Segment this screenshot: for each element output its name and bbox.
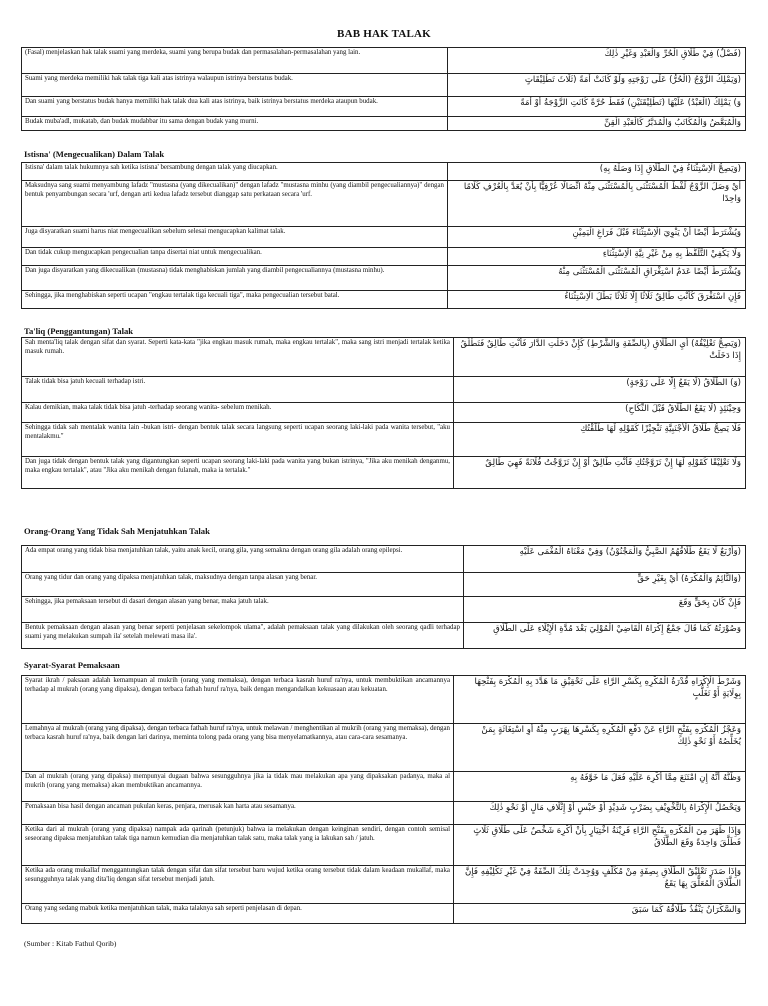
arabic-text: وَلَا تَعْلِيْقًا كَقَوْلِهِ لَهَا إِنْ تَزَوَّجْتُكِ فَأَنْتِ طَالِقٌ أَوْ إِنْ تَزَوَّجْتُ فُلَانَةً فَهِيَ طَالِقٌ (454, 457, 746, 489)
table-row (22, 866, 746, 904)
indonesian-text: Sah menta'liq talak dengan sifat dan syarat. Seperti kata-kata "jika engkau masuk rumah, maka engkau tertalak", maka sang istri menjadi tertalak ketika masuk rumah. (22, 338, 454, 377)
table-section-syarat (21, 675, 746, 924)
table-row (22, 573, 746, 597)
indonesian-text: Orang yang sedang mabuk ketika menjatuhkan talak, maka talaknya sah seperti penjelasan di depan. (22, 904, 454, 924)
table-row (22, 904, 746, 924)
indonesian-text: Bentuk pemaksaan dengan alasan yang benar seperti penjelasan sekelompok ulama", adalah pemaksaan talak yang dilakukan oleh seorang qadli terhadap suami yang melakukan sumpah ila' setelah melewati masa ila'. (22, 623, 464, 649)
arabic-text: (وَيَمْلِكُ الزَّوْجُ (الْحُرُّ) عَلَى زَوْجَتِهِ وَلَوْ كَانَتْ أَمَةً (ثَلَاثَ تَطْلِيْقَاتٍ (448, 74, 746, 97)
indonesian-text: (Fasal) menjelaskan hak talak suami yang merdeka, suami yang berupa budak dan permasalahan-permasalahan yang lain. (22, 48, 448, 74)
table-row (22, 74, 746, 97)
arabic-text: (فَصْلٌ) فِيْ طَلَاقِ الْحُرِّ وَالْعَبْدِ وَغَيْرِ ذٰلِكَ (448, 48, 746, 74)
arabic-text: وَشَرْطُ الْإِكْرَاهِ قُدْرَةُ الْمُكْرِهِ بِكَسْرِ الرَّاءِ عَلَى تَحْقِيْقِ مَا هَدَّدَ بِهِ الْمُكْرَهَ بِفَتْحِهَا بِوِلَايَةٍ أَوْ تَغَلُّبٍ (454, 676, 746, 724)
arabic-text: فَإِنِ اسْتَغْرَقَ كَأَنْتِ طَالِقٌ ثَلَاثًا إِلَّا ثَلَاثًا بَطَلَ الْاِسْتِثْنَاءُ (448, 291, 746, 309)
indonesian-text: Pemaksaan bisa hasil dengan ancaman pukulan keras, penjara, merusak kan harta atau sesamanya. (22, 802, 454, 825)
arabic-text: وَيُشْتَرَطُ أَيْضًا عَدَمُ اسْتِغْرَاقِ الْمُسْتَثْنَى الْمُسْتَثْنَى مِنْهُ (448, 266, 746, 291)
arabic-text: (وَيَصِحُّ الْاِسْتِثْنَاءُ فِيْ الطَّلَاقِ إِذَا وَصَلَهُ بِهِ) (448, 163, 746, 181)
table-row (22, 403, 746, 423)
indonesian-text: Dan suami yang berstatus budak hanya memiliki hak talak dua kali atas istrinya, baik istrinya berstatus merdeka ataupun budak. (22, 97, 448, 117)
table-row (22, 802, 746, 825)
table-row (22, 117, 746, 131)
table-row (22, 724, 746, 772)
section-heading: Istisna' (Mengecualikan) Dalam Talak (24, 149, 165, 159)
indonesian-text: Syarat ikrah / paksaan adalah kemampuan al mukrih (orang yang memaksa), dengan terbaca kasrah huruf ra'nya, untuk membuktikan ancamannya terhadap al mukrah (orang yang dipaksa), dengan terbaca fathah huruf ra'nya, baik dengan mengandalkan kekuasaan atau kekuatan. (22, 676, 454, 724)
arabic-text: وَإِذَا صَدَرَ تَعْلِيْقُ الطَّلَاقِ بِصِفَةٍ مِنْ مُكَلَّفٍ وَوُجِدَتْ تِلْكَ الصِّفَةُ فِيْ غَيْرِ تَكْلِيْفِهِ فَإِنَّ الطَّلَاقَ الْمُعَلَّقَ بِهَا يَقَعُ (454, 866, 746, 904)
arabic-text: وَيُشْتَرَطُ أَيْضًا أَنْ يَنْوِيَ الْاِسْتِثْنَاءَ قَبْلَ فَرَاغِ الْيَمِيْنِ (448, 227, 746, 248)
arabic-text: (وَالنَّائِمُ وَالْمُكْرَهُ) أَيْ بِغَيْرِ حَقٍّ (464, 573, 746, 597)
table-row (22, 772, 746, 802)
page-title: BAB HAK TALAK (337, 28, 431, 40)
arabic-text: وَيَحْصُلُ الْإِكْرَاهُ بِالتَّخْوِيْفِ بِضَرْبٍ شَدِيْدٍ أَوْ حَبْسٍ أَوْ إِتْلَافِ مَالٍ أَوْ نَحْوِ ذٰلِكَ (454, 802, 746, 825)
arabic-text: وَظَنُّهُ أَنَّهُ إِنِ امْتَنَعَ مِمَّا أُكْرِهَ عَلَيْهِ فَعَلَ مَا خَوَّفَهُ بِهِ (454, 772, 746, 802)
indonesian-text: Talak tidak bisa jatuh kecuali terhadap istri. (22, 377, 454, 403)
indonesian-text: Sehingga, jika menghabiskan seperti ucapan "engkau tertalak tiga kecuali tiga", maka pengecualian tersebut batal. (22, 291, 448, 309)
indonesian-text: Dan juga tidak dengan bentuk talak yang digantungkan seperti ucapan seorang laki-laki pada wanita yang bukan istrinya, "Jika aku menikah denganmu, maka engkau tertalak", atau "Jika aku menikah dengan fulanah, maka ia tertalak." (22, 457, 454, 489)
indonesian-text: Ketika ada orang mukallaf menggantungkan talak dengan sifat dan sifat tersebut baru wujud ketika orang tersebut tidak dalam keadaan mukallaf, maka sesungguhnya talak yang dita'liq dengan sifat tersebut menjadi jatuh. (22, 866, 454, 904)
indonesian-text: Istisna' dalam talak hukumnya sah ketika istisna' bersambung dengan talak yang diucapkan. (22, 163, 448, 181)
arabic-text: وَإِذَا ظَهَرَ مِنَ الْمُكْرَهِ بِفَتْحِ الرَّاءِ قَرِيْنَةُ اخْتِيَارٍ بِأَنْ أُكْرِهَ شَخْصٌ عَلَى طَلَاقِ ثَلَاثٍ فَطَلَّقَ وَاحِدَةً وَقَعَ الطَّلَاقُ (454, 825, 746, 866)
source-citation: (Sumber : Kitab Fathul Qorib) (24, 939, 117, 948)
table-row (22, 97, 746, 117)
arabic-text: وَ) يَمْلِكُ (الْعَبْدُ) عَلَيْهَا (تَطْلِيْقَتَيْنِ) فَقَطْ حُرَّةً كَانَتِ الزَّوْجَةُ أَوْ أَمَةً (448, 97, 746, 117)
table-row (22, 597, 746, 623)
indonesian-text: Ketika dari al mukrah (orang yang dipaksa) nampak ada qarinah (petunjuk) bahwa ia melakukan dengan keinginan sendiri, dengan contoh semisal seseorang dipaksa menjatuhkan talak tiga namun kemudian dia menjatuhkan talak satu, maka talak yang ia lakukan sah / jatuh. (22, 825, 454, 866)
indonesian-text: Budak muba'adl, mukatab, dan budak mudabbar itu sama dengan budak yang murni. (22, 117, 448, 131)
section-heading: Syarat-Syarat Pemaksaan (24, 660, 120, 670)
table-section-istisna (21, 162, 746, 309)
indonesian-text: Dan tidak cukup mengucapkan pengecualian tanpa disertai niat untuk mengecualikan. (22, 248, 448, 266)
table-row (22, 825, 746, 866)
indonesian-text: Ada empat orang yang tidak bisa menjatuhkan talak, yaitu anak kecil, orang gila, yang semakna dengan orang gila adalah orang epilepsi. (22, 546, 464, 573)
arabic-text: أَيْ وَصَلَ الزَّوْجُ لَفْظَ الْمُسْتَثْنَى بِالْمُسْتَثْنَى مِنْهُ اتِّصَالًا عُرْفِيًّا بِأَنْ يُعَدَّ بِالْعُرْفِ كَلَامًا وَاحِدًا (448, 181, 746, 227)
table-row (22, 291, 746, 309)
arabic-text: وَصُوْرَتُهُ كَمَا قَالَ جَمْعٌ إِكْرَاهُ الْقَاضِيْ الْمُوْلِيَ بَعْدَ مُدَّةِ الْإِيْلَاءِ عَلَى الطَّلَاقِ (464, 623, 746, 649)
section-heading: Orang-Orang Yang Tidak Sah Menjatuhkan Talak (24, 526, 210, 536)
arabic-text: وَحِيْنَئِذٍ (لَا يَقَعُ الطَّلَاقُ قَبْلَ النِّكَاحِ) (454, 403, 746, 423)
indonesian-text: Dan al mukrah (orang yang dipaksa) mempunyai dugaan bahwa sesungguhnya jika ia tidak mau melakukan apa yang dipaksakan padanya, maka al mukrih (orang yang memaksa) akan membuktikan ancamannya. (22, 772, 454, 802)
table-row (22, 423, 746, 457)
table-row (22, 338, 746, 377)
indonesian-text: Kalau demikian, maka talak tidak bisa jatuh -terhadap seorang wanita- sebelum menikah. (22, 403, 454, 423)
table-section-orang (21, 545, 746, 649)
table-row (22, 266, 746, 291)
table-row (22, 181, 746, 227)
arabic-text: (وَ) الطَّلَاقُ (لَا يَقَعُ إِلَّا عَلَى زَوْجَةٍ) (454, 377, 746, 403)
indonesian-text: Suami yang merdeka memiliki hak talak tiga kali atas istrinya walaupun istrinya berstatus budak. (22, 74, 448, 97)
table-row (22, 457, 746, 489)
arabic-text: وَلَا يَكْفِيْ التَّلَفُّظُ بِهِ مِنْ غَيْرِ نِيَّةِ الْاِسْتِثْنَاءِ (448, 248, 746, 266)
indonesian-text: Lemahnya al mukrah (orang yang dipaksa), dengan terbaca fathah huruf ra'nya, untuk melawan / menghentikan al mukrih (orang yang memaksa), dengan terbaca kasrah huruf ra'nya, baik dengan lari darinya, meminta tolong pada orang yang bisa menyelamatkannya, atau cara-cara sesamanya. (22, 724, 454, 772)
indonesian-text: Juga disyaratkan suami harus niat mengecualikan sebelum selesai mengucapkan kalimat talak. (22, 227, 448, 248)
arabic-text: وَالسَّكْرَانُ يَنْفُذُ طَلَاقُهُ كَمَا سَبَقَ (454, 904, 746, 924)
indonesian-text: Sehingga, jika pemaksaan tersebut di dasari dengan alasan yang benar, maka jatuh talak. (22, 597, 464, 623)
table-section-intro (21, 47, 746, 131)
table-row (22, 163, 746, 181)
table-row (22, 546, 746, 573)
section-heading: Ta'liq (Penggantungan) Talak (24, 326, 134, 336)
indonesian-text: Dan juga disyaratkan yang dikecualikan (mustasna) tidak menghabiskan jumlah yang diambil pengecualiannya (mustasna minhu). (22, 266, 448, 291)
arabic-text: (وَيَصِحُّ تَعْلِيْقُهُ) أَيِ الطَّلَاقِ (بِالصِّفَةِ وَالشَّرْطِ) كَإِنْ دَخَلْتِ الدَّارَ فَأَنْتِ طَالِقٌ فَتَطْلُقُ إِذَا دَخَلَتْ (454, 338, 746, 377)
table-row (22, 227, 746, 248)
arabic-text: وَعَجْزُ الْمُكْرَهِ بِفَتْحِ الرَّاءِ عَنْ دَفْعِ الْمُكْرِهِ بِكَسْرِهَا بِهَرَبٍ مِنْهُ أَوِ اسْتِغَاثَةٍ بِمَنْ يُخَلِّصُهُ أَوْ نَحْوِ ذٰلِكَ (454, 724, 746, 772)
arabic-text: وَالْمُبَعَّضُ وَالْمُكَاتَبُ وَالْمُدَبَّرُ كَالْعَبْدِ الْقِنِّ (448, 117, 746, 131)
table-row (22, 676, 746, 724)
table-row (22, 248, 746, 266)
table-row (22, 48, 746, 74)
arabic-text: (وَأَرْبَعٌ لَا يَقَعُ طَلَاقُهُمُ الصَّبِيُّ وَالْمَجْنُوْنُ) وَفِيْ مَعْنَاهُ الْمُغْمَى عَلَيْهِ (464, 546, 746, 573)
table-section-taliq (21, 337, 746, 489)
arabic-text: فَإِنْ كَانَ بِحَقٍّ وَقَعَ (464, 597, 746, 623)
indonesian-text: Maksudnya sang suami menyambung lafadz "mustasna (yang dikecualikan)" dengan lafadz "mustasna minhu (yang diambil pengecualiannya)" dengan bentuk penyambungan secara 'urf, dengan arti kedua lafadz tersebut dianggap satu perkataan secara 'urf. (22, 181, 448, 227)
indonesian-text: Orang yang tidur dan orang yang dipaksa menjatuhkan talak, maksudnya dengan tanpa alasan yang benar. (22, 573, 464, 597)
table-row (22, 377, 746, 403)
table-row (22, 623, 746, 649)
arabic-text: فَلَا يَصِحُّ طَلَاقُ الْأَجْنَبِيَّةِ تَنْجِيْزًا كَقَوْلِهِ لَهَا طَلَّقْتُكِ (454, 423, 746, 457)
indonesian-text: Sehingga tidak sah mentalak wanita lain -bukan istri- dengan bentuk talak secara langsung seperti ucapan seorang laki-laki pada wanita tersebut, "aku mentalakmu." (22, 423, 454, 457)
